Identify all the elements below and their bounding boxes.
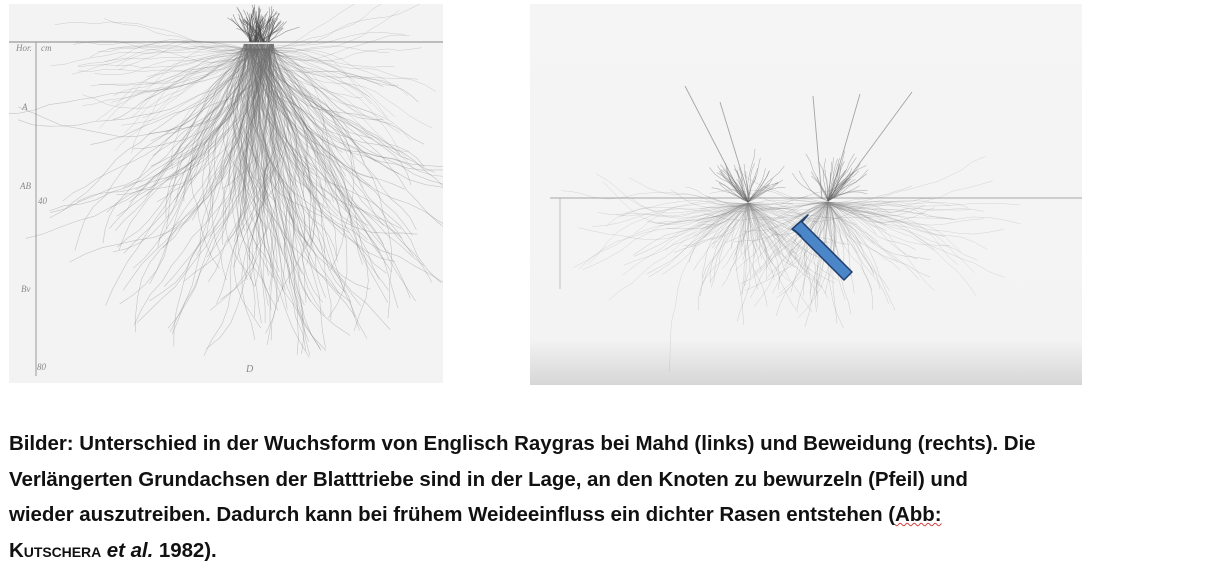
horizon-a-label: A (22, 102, 28, 112)
depth-80-label: 80 (37, 362, 46, 372)
grass-shoots-grazing (685, 86, 912, 202)
horizon-ab-label: AB (20, 181, 31, 191)
spellcheck-flagged-word: Abb: (895, 503, 942, 526)
horizon-bv-label: Bv (21, 284, 31, 294)
root-system-mowing (9, 4, 443, 358)
figure-grazing-root-drawing (530, 4, 1082, 385)
caption-line-3-text: wieder auszutreiben. Dadurch kann bei frühem Weideeinfluss ein dichter Rasen entstehen ( (9, 503, 896, 526)
author-name: Kutschera (9, 538, 102, 562)
caption-line-4 (9, 533, 1199, 568)
citation-year: 1982). (153, 538, 217, 562)
grass-shoot-cluster (227, 5, 299, 42)
root-system-grazing-svg (530, 4, 1082, 385)
caption-line-3 (9, 497, 1199, 533)
caption-line-2: Verlängerten Grundachsen der Blatttriebe sind in der Lage, an den Knoten zu bewurzeln (Pfeil) und (9, 467, 968, 491)
figure-caption (9, 426, 1199, 568)
caption-line-1: Bilder: Unterschied in der Wuchsform von Englisch Raygras bei Mahd (links) und Beweidung (rechts). Die (9, 432, 1036, 455)
et-al: et al. (106, 538, 154, 562)
root-system-grazing (561, 156, 1020, 371)
depth-40-label: 40 (38, 196, 47, 206)
panel-d-label: D (246, 364, 254, 375)
root-system-mowing-svg (9, 4, 443, 383)
figure-mowing-root-drawing (9, 4, 443, 383)
unit-label: cm (41, 43, 52, 53)
horizon-header-label: Hor. (16, 43, 32, 53)
